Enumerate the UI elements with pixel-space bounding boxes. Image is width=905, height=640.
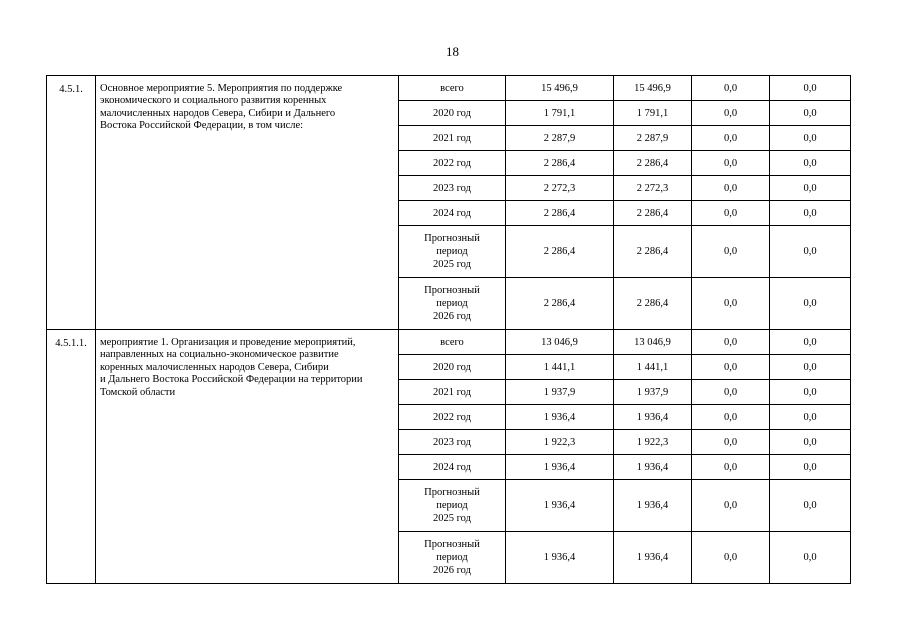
value-cell: 0,0 xyxy=(692,76,770,101)
period-cell: Прогнозный период 2026 год xyxy=(399,532,506,584)
value-cell: 0,0 xyxy=(692,455,770,480)
section-code: 4.5.1. xyxy=(47,76,96,330)
value-cell: 1 936,4 xyxy=(506,405,614,430)
value-cell: 13 046,9 xyxy=(614,330,692,355)
value-cell: 2 272,3 xyxy=(614,176,692,201)
period-cell: 2024 год xyxy=(399,455,506,480)
value-cell: 1 936,4 xyxy=(614,405,692,430)
value-cell: 1 937,9 xyxy=(614,380,692,405)
value-cell: 1 791,1 xyxy=(506,101,614,126)
value-cell: 0,0 xyxy=(770,226,851,278)
value-cell: 0,0 xyxy=(770,355,851,380)
value-cell: 1 441,1 xyxy=(506,355,614,380)
value-cell: 1 936,4 xyxy=(614,455,692,480)
value-cell: 13 046,9 xyxy=(506,330,614,355)
value-cell: 0,0 xyxy=(770,278,851,330)
value-cell: 0,0 xyxy=(770,532,851,584)
period-cell: 2024 год xyxy=(399,201,506,226)
value-cell: 0,0 xyxy=(692,380,770,405)
value-cell: 0,0 xyxy=(692,430,770,455)
value-cell: 0,0 xyxy=(770,330,851,355)
value-cell: 2 286,4 xyxy=(506,151,614,176)
period-cell: 2023 год xyxy=(399,176,506,201)
value-cell: 0,0 xyxy=(770,380,851,405)
section-description: мероприятие 1. Организация и проведение мероприятий, направленных на социально-экономическое развитие коренных малочисленных народов Севера, Сибири и Дальнего Востока Российской Федерации на территории Томской области xyxy=(96,330,399,584)
value-cell: 0,0 xyxy=(692,480,770,532)
value-cell: 2 287,9 xyxy=(614,126,692,151)
period-cell: 2022 год xyxy=(399,405,506,430)
value-cell: 0,0 xyxy=(692,226,770,278)
value-cell: 1 936,4 xyxy=(614,480,692,532)
funding-table xyxy=(46,75,851,584)
period-cell: Прогнозный период 2025 год xyxy=(399,480,506,532)
value-cell: 0,0 xyxy=(692,151,770,176)
value-cell: 0,0 xyxy=(692,278,770,330)
value-cell: 0,0 xyxy=(692,101,770,126)
value-cell: 1 936,4 xyxy=(506,455,614,480)
value-cell: 1 936,4 xyxy=(614,532,692,584)
value-cell: 0,0 xyxy=(770,405,851,430)
value-cell: 1 936,4 xyxy=(506,480,614,532)
value-cell: 2 286,4 xyxy=(506,226,614,278)
period-cell: 2021 год xyxy=(399,380,506,405)
value-cell: 1 937,9 xyxy=(506,380,614,405)
value-cell: 15 496,9 xyxy=(614,76,692,101)
page-number: 18 xyxy=(446,44,459,59)
value-cell: 0,0 xyxy=(692,201,770,226)
period-cell: 2021 год xyxy=(399,126,506,151)
period-cell: Прогнозный период 2026 год xyxy=(399,278,506,330)
value-cell: 2 287,9 xyxy=(506,126,614,151)
value-cell: 0,0 xyxy=(770,430,851,455)
period-cell: всего xyxy=(399,76,506,101)
value-cell: 2 286,4 xyxy=(506,278,614,330)
value-cell: 0,0 xyxy=(770,126,851,151)
value-cell: 2 272,3 xyxy=(506,176,614,201)
value-cell: 1 922,3 xyxy=(506,430,614,455)
value-cell: 0,0 xyxy=(692,355,770,380)
value-cell: 0,0 xyxy=(692,330,770,355)
value-cell: 0,0 xyxy=(692,532,770,584)
value-cell: 0,0 xyxy=(692,126,770,151)
value-cell: 0,0 xyxy=(770,176,851,201)
value-cell: 0,0 xyxy=(770,201,851,226)
value-cell: 2 286,4 xyxy=(506,201,614,226)
value-cell: 2 286,4 xyxy=(614,226,692,278)
value-cell: 2 286,4 xyxy=(614,278,692,330)
period-cell: 2020 год xyxy=(399,355,506,380)
table-row xyxy=(47,330,851,355)
period-cell: всего xyxy=(399,330,506,355)
value-cell: 0,0 xyxy=(692,405,770,430)
period-cell: Прогнозный период 2025 год xyxy=(399,226,506,278)
value-cell: 0,0 xyxy=(770,480,851,532)
value-cell: 2 286,4 xyxy=(614,201,692,226)
value-cell: 1 791,1 xyxy=(614,101,692,126)
value-cell: 2 286,4 xyxy=(614,151,692,176)
value-cell: 0,0 xyxy=(770,76,851,101)
table-row xyxy=(47,76,851,101)
value-cell: 0,0 xyxy=(770,101,851,126)
period-cell: 2023 год xyxy=(399,430,506,455)
value-cell: 0,0 xyxy=(692,176,770,201)
value-cell: 15 496,9 xyxy=(506,76,614,101)
value-cell: 0,0 xyxy=(770,455,851,480)
value-cell: 1 922,3 xyxy=(614,430,692,455)
value-cell: 1 441,1 xyxy=(614,355,692,380)
section-description: Основное мероприятие 5. Мероприятия по поддержке экономического и социального развития коренных малочисленных народов Севера, Сибири и Дальнего Востока Российской Федерации, в том числе: xyxy=(96,76,399,330)
value-cell: 1 936,4 xyxy=(506,532,614,584)
value-cell: 0,0 xyxy=(770,151,851,176)
period-cell: 2022 год xyxy=(399,151,506,176)
section-code: 4.5.1.1. xyxy=(47,330,96,584)
period-cell: 2020 год xyxy=(399,101,506,126)
